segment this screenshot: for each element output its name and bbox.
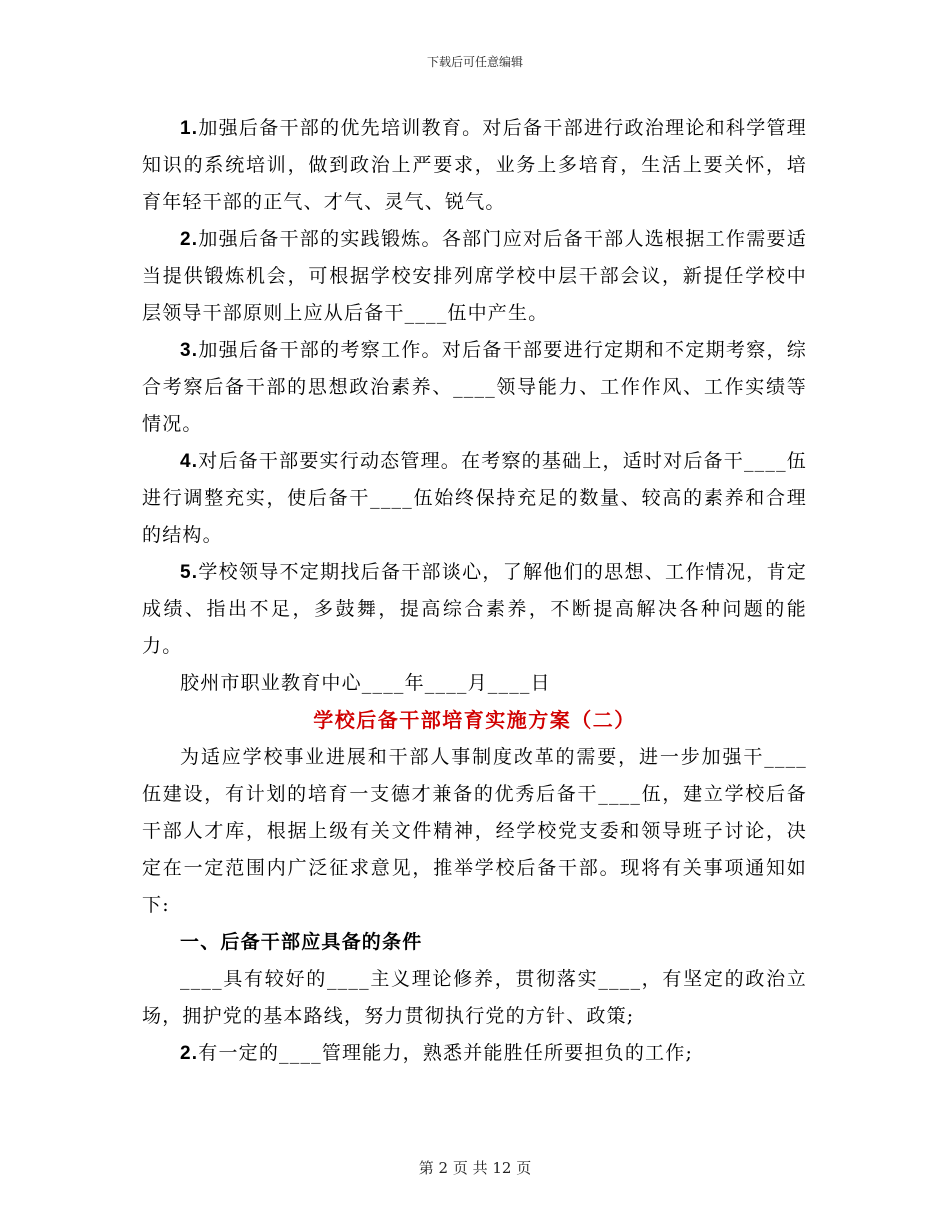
intro-paragraph: 为适应学校事业进展和干部人事制度改革的需要，进一步加强干____伍建设，有计划的培育一支德才兼备的优秀后备干____伍，建立学校后备干部人才库，根据上级有关文件精神，经学校党支委和领导班子讨论，决定在一定范围内广泛征求意见，推举学校后备干部。现将有关事项通知如下: (142, 746, 807, 916)
paragraph-text: 加强后备干部的优先培训教育。对后备干部进行政治理论和科学管理知识的系统培训，做到政治上严要求，业务上多培育，生活上要关怀，培育年轻干部的正气、才气、灵气、锐气。 (142, 117, 807, 213)
paragraph-text: 加强后备干部的考察工作。对后备干部要进行定期和不定期考察，综合考察后备干部的思想政治素养、____领导能力、工作作风、工作实绩等情况。 (142, 339, 807, 435)
paragraph-text: 对后备干部要实行动态管理。在考察的基础上，适时对后备干____伍进行调整充实，使后备干____伍始终保持充足的数量、较高的素养和合理的结构。 (142, 450, 807, 546)
paragraph-1 (142, 110, 807, 221)
paragraph-number: 2. (180, 1043, 199, 1064)
paragraph-text: 有一定的____管理能力，熟悉并能胜任所要担负的工作; (198, 1042, 694, 1064)
paragraph-2 (142, 221, 807, 332)
paragraph-number: 5. (180, 562, 199, 583)
paragraph-5 (142, 554, 807, 665)
page-number-footer: 第 2 页 共 12 页 (418, 1159, 532, 1177)
section-heading: 一、后备干部应具备的条件 (180, 931, 423, 953)
condition-2 (142, 1035, 807, 1072)
paragraph-text: 加强后备干部的实践锻炼。各部门应对后备干部人选根据工作需要适当提供锻炼机会，可根据学校安排列席学校中层干部会议，新提任学校中层领导干部原则上应从后备干____伍中产生。 (142, 228, 807, 324)
paragraph-number: 3. (180, 340, 199, 361)
paragraph-number: 1. (180, 118, 199, 139)
paragraph-4 (142, 443, 807, 554)
header-note: 下载后可任意编辑 (426, 55, 523, 69)
document-body (142, 110, 807, 1072)
section-title: 学校后备干部培育实施方案（二） (313, 708, 636, 732)
paragraph-text: 学校领导不定期找后备干部谈心，了解他们的思想、工作情况，肯定成绩、指出不足，多鼓舞，提高综合素养，不断提高解决各种问题的能力。 (142, 561, 807, 657)
condition-1: ____具有较好的____主义理论修养，贯彻落实____，有坚定的政治立场，拥护党的基本路线，努力贯彻执行党的方针、政策; (142, 968, 807, 1027)
paragraph-number: 2. (180, 229, 199, 250)
paragraph-3 (142, 332, 807, 443)
paragraph-number: 4. (180, 451, 199, 472)
signature-line: 胶州市职业教育中心____年____月____日 (180, 672, 551, 694)
